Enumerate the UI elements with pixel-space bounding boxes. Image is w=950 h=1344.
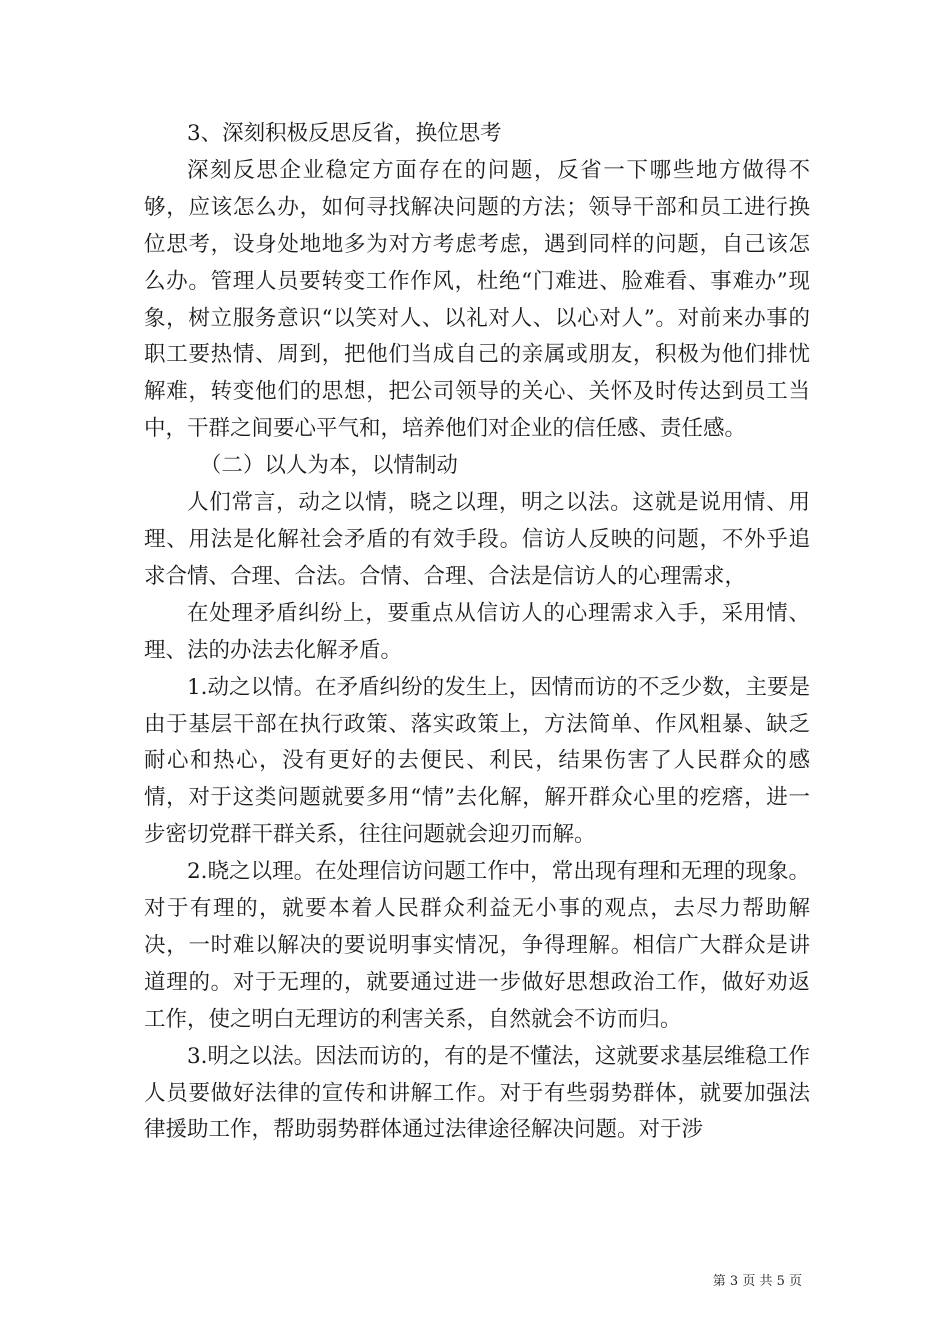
page-number-footer: 第 3 页 共 5 页 xyxy=(712,1274,802,1289)
document-body xyxy=(144,116,810,1149)
section-heading: 3、深刻积极反思反省，换位思考 xyxy=(187,121,502,146)
paragraph: 在处理矛盾纠纷上，要重点从信访人的心理需求入手，采用情、理、法的办法去化解矛盾。 xyxy=(144,600,810,663)
paragraph-point-3: 3.明之以法。因法而访的，有的是不懂法，这就要求基层维稳工作人员要做好法律的宣传和讲解工作。对于有些弱势群体，就要加强法律援助工作，帮助弱势群体通过法律途径解决问题。对于涉 xyxy=(144,1043,810,1143)
paragraph: 人们常言，动之以情，晓之以理，明之以法。这就是说用情、用理、用法是化解社会矛盾的有效手段。信访人反映的问题，不外乎追求合情、合理、合法。合情、合理、合法是信访人的心理需求， xyxy=(144,490,810,589)
paragraph: 深刻反思企业稳定方面存在的问题，反省一下哪些地方做得不够，应该怎么办，如何寻找解决问题的方法；领导干部和员工进行换位思考，设身处地地多为对方考虑考虑，遇到同样的问题，自己该怎么办。管理人员要转变工作作风，杜绝“门难进、脸难看、事难办”现象，树立服务意识“以笑对人、以礼对人、以心对人”。对前来办事的职工要热情、周到，把他们当成自己的亲属或朋友，积极为他们排忧解难，转变他们的思想，把公司领导的关心、关怀及时传达到员工当中，干群之间要心平气和，培养他们对企业的信任感、责任感。 xyxy=(144,157,810,442)
subsection-heading: （二）以人为本，以情制动 xyxy=(199,453,458,479)
paragraph-point-2: 2.晓之以理。在处理信访问题工作中，常出现有理和无理的现象。对于有理的，就要本着人民群众利益无小事的观点，去尽力帮助解决，一时难以解决的要说明事实情况，争得理解。相信广大群众是讲道理的。对于无理的，就要通过进一步做好思想政治工作，做好劝返工作，使之明白无理访的利害关系，自然就会不访而归。 xyxy=(144,859,810,1032)
paragraph-point-1: 1.动之以情。在矛盾纠纷的发生上，因情而访的不乏少数，主要是由于基层干部在执行政策、落实政策上，方法简单、作风粗暴、缺乏耐心和热心，没有更好的去便民、利民，结果伤害了人民群众的感情，对于这类问题就要多用“情”去化解，解开群众心里的疙瘩，进一步密切党群干群关系，往往问题就会迎刃而解。 xyxy=(144,674,810,848)
